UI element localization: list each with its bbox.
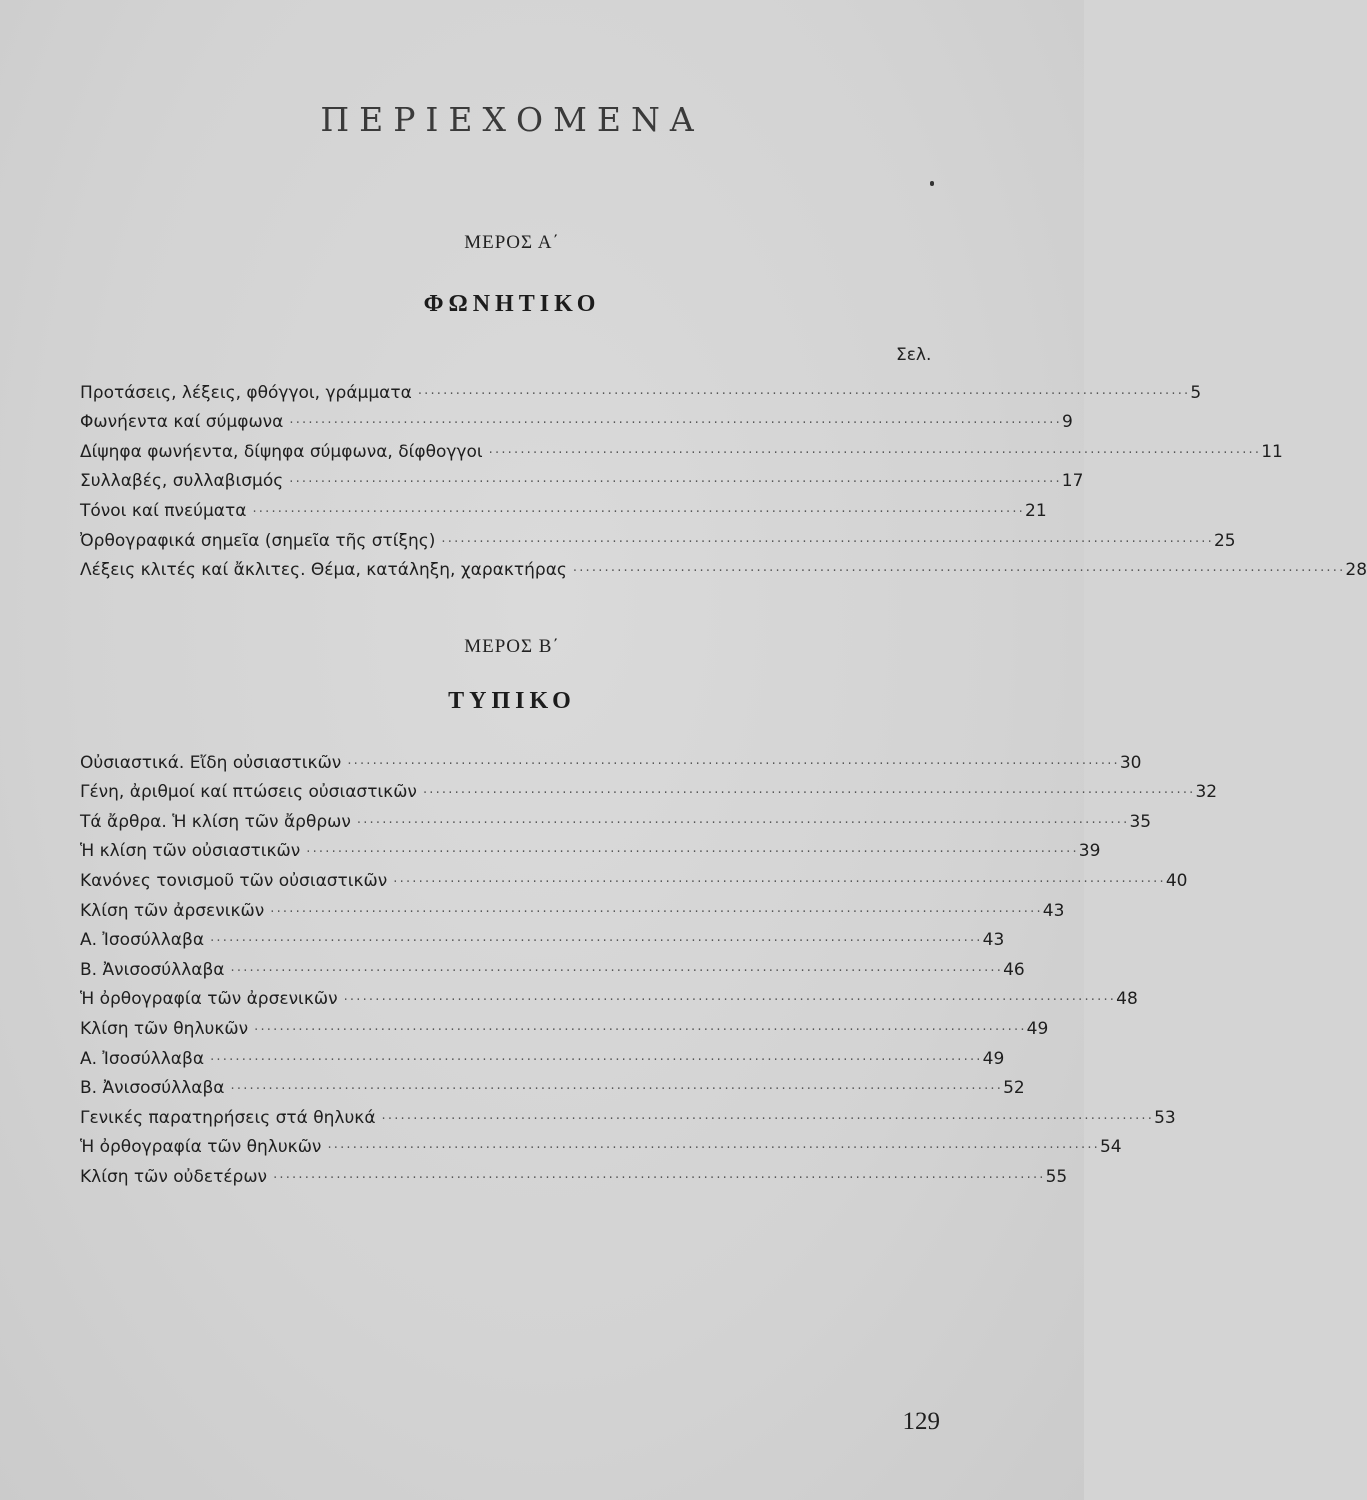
toc-entry [80,462,1084,492]
toc-leader-dots: .......................................................................................................................... [270,900,1043,916]
toc-leader-dots: .......................................................................................................................... [289,412,1062,428]
page-number: 129 [902,1408,940,1435]
toc-leader-dots: .......................................................................................................................... [441,530,1214,546]
toc-entry [80,551,1367,581]
toc-entry-page: 40 [1165,870,1188,891]
toc-entry-page: 43 [982,930,1005,951]
toc-entry [80,980,1138,1010]
toc-leader-dots: .......................................................................................................................... [356,811,1130,827]
toc-entry-page: 11 [1261,441,1283,462]
toc-entry [80,743,1142,773]
toc-leader-dots: .......................................................................................................................... [572,560,1346,576]
toc-entry [80,1039,1005,1069]
toc-leader-dots: .......................................................................................................................... [252,500,1025,516]
toc-leader-dots: .......................................................................................................................... [343,989,1117,1005]
toc-entry [80,861,1188,891]
toc-entry-text: Προτάσεις, λέξεις, φθόγγοι, γράμματα [80,382,412,403]
toc-entry-text: Οὐσιαστικά. Εἴδη οὐσιαστικῶν [80,752,342,773]
part-b-label: ΜΕΡΟΣ Β΄ [464,636,560,657]
toc-entry-text: Συλλαβές, συλλαβισμός [80,471,284,492]
toc-entry [80,432,1283,462]
toc-entry [80,1009,1049,1039]
toc-entry-page: 28 [1345,560,1367,581]
toc-entry-page: 49 [1026,1018,1049,1039]
toc-entry-text: Β. Ἀνισοσύλλαβα [80,959,225,980]
toc-entry [80,950,1025,980]
toc-entry-text: Κλίση τῶν ἀρσενικῶν [80,900,265,921]
toc-leader-dots: .......................................................................................................................... [488,441,1262,457]
toc-part-a [80,373,1367,581]
part-a-label: ΜΕΡΟΣ Α΄ [464,232,560,253]
part-b-title: ΤΥΠΙΚΟ [448,688,576,714]
toc-leader-dots: .......................................................................................................................... [347,752,1120,768]
toc-entry-page: 54 [1099,1137,1122,1158]
toc-entry-text: Γένη, ἀριθμοί καί πτώσεις οὐσιαστικῶν [80,782,417,803]
page-column-label: Σελ. [896,345,932,365]
toc-entry-page: 39 [1078,841,1101,862]
toc-entry-page: 49 [982,1048,1005,1069]
toc-entry [80,373,1202,403]
toc-entry-text: Ἡ κλίση τῶν οὐσιαστικῶν [80,841,301,862]
toc-entry-page: 32 [1195,782,1218,803]
toc-entry-page: 5 [1190,382,1202,403]
toc-leader-dots: .......................................................................................................................... [289,471,1062,487]
part-a-title: ΦΩΝΗΤΙΚΟ [423,291,601,317]
toc-leader-dots: .......................................................................................................................... [327,1137,1100,1153]
toc-entry [80,891,1065,921]
toc-entry [80,1098,1176,1128]
toc-leader-dots: .......................................................................................................................... [230,1078,1004,1094]
toc-entry-text: Ὀρθογραφικά σημεῖα (σημεῖα τῆς στίξης) [80,530,436,551]
toc-entry-page: 46 [1003,959,1025,980]
toc-entry-page: 9 [1061,412,1073,433]
toc-entry [80,773,1218,803]
toc-leader-dots: .......................................................................................................................... [210,930,983,946]
toc-entry-text: Δίψηφα φωνήεντα, δίψηφα σύμφωνα, δίφθογγοι [80,441,483,462]
toc-entry [80,832,1101,862]
toc-entry-page: 48 [1116,989,1138,1010]
toc-entry-page: 25 [1213,530,1236,551]
toc-leader-dots: .......................................................................................................................... [230,959,1004,975]
toc-entry-text: Α. Ἰσοσύλλαβα [80,930,205,951]
toc-entry [80,921,1005,951]
toc-entry-page: 30 [1119,752,1142,773]
toc-entry-text: Β. Ἀνισοσύλλαβα [80,1078,225,1099]
toc-leader-dots: .......................................................................................................................... [254,1018,1027,1034]
toc-entry-text: Α. Ἰσοσύλλαβα [80,1048,205,1069]
toc-entry-page: 17 [1061,471,1084,492]
toc-leader-dots: .......................................................................................................................... [273,1166,1046,1182]
toc-entry-text: Τά ἄρθρα. Ἡ κλίση τῶν ἄρθρων [80,811,351,832]
toc-entry-text: Κλίση τῶν θηλυκῶν [80,1018,249,1039]
toc-entry-page: 53 [1154,1107,1176,1128]
toc-entry-text: Τόνοι καί πνεύματα [80,500,247,521]
toc-entry-text: Ἡ ὀρθογραφία τῶν ἀρσενικῶν [80,989,338,1010]
toc-leader-dots: .......................................................................................................................... [210,1048,983,1064]
toc-entry [80,802,1152,832]
toc-entry-page: 52 [1003,1078,1025,1099]
toc-entry [80,403,1073,433]
toc-entry [80,1069,1025,1099]
toc-leader-dots: .......................................................................................................................... [306,841,1079,857]
toc-entry-text: Φωνήεντα καί σύμφωνα [80,412,284,433]
toc-entry-page: 43 [1042,900,1065,921]
page-title: ΠΕΡΙΕΧΟΜΕΝΑ [320,100,704,139]
toc-leader-dots: .......................................................................................................................... [417,382,1191,398]
toc-entry [80,1157,1068,1187]
toc-entry-text: Κλίση τῶν οὐδετέρων [80,1166,268,1187]
toc-entry [80,1128,1122,1158]
toc-entry-text: Λέξεις κλιτές καί ἄκλιτες. Θέμα, κατάληξη, χαρακτήρας [80,560,567,581]
toc-entry [80,491,1047,521]
toc-leader-dots: .......................................................................................................................... [422,782,1196,798]
toc-entry-text: Γενικές παρατηρήσεις στά θηλυκά [80,1107,376,1128]
toc-entry-text: Κανόνες τονισμοῦ τῶν οὐσιαστικῶν [80,870,388,891]
toc-leader-dots: .......................................................................................................................... [381,1107,1155,1123]
toc-entry [80,521,1236,551]
toc-entry-page: 55 [1045,1166,1068,1187]
toc-entry-text: Ἡ ὀρθογραφία τῶν θηλυκῶν [80,1137,322,1158]
ink-speck [930,181,934,186]
toc-part-b [80,743,1218,1187]
toc-leader-dots: .......................................................................................................................... [393,870,1166,886]
toc-entry-page: 21 [1025,500,1047,521]
toc-entry-page: 35 [1129,811,1152,832]
